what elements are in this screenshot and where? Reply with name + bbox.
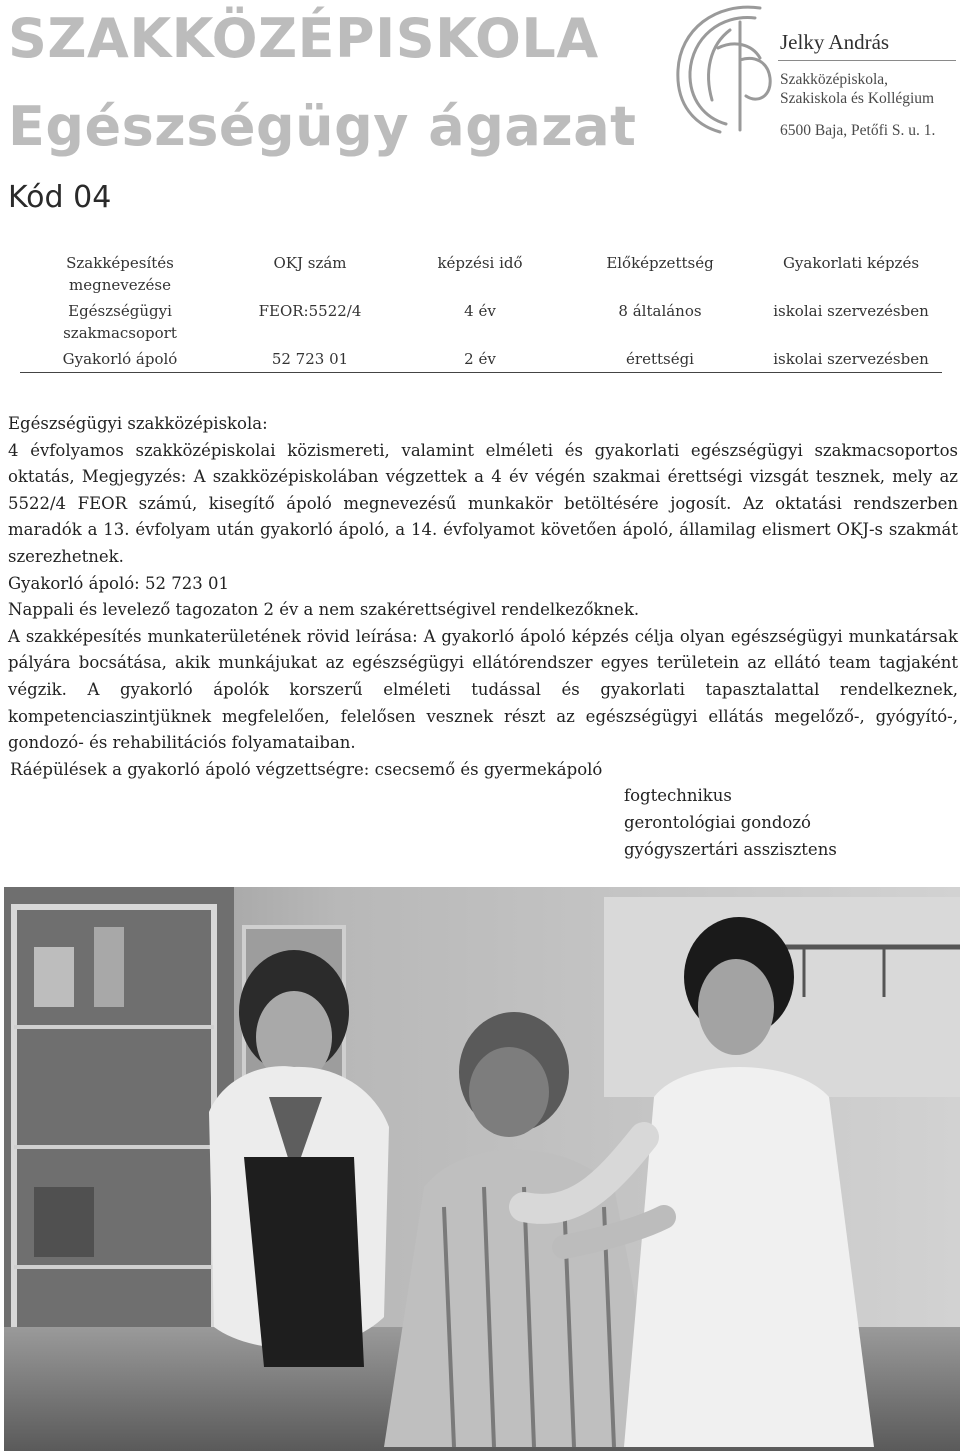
column-header: képzési idő xyxy=(437,254,523,272)
table-cell: 52 723 01 xyxy=(220,346,400,373)
table-cell: iskolai szervezésben xyxy=(773,302,929,320)
table-cell: érettségi xyxy=(560,346,760,373)
follow-up-line: Ráépülések a gyakorló ápoló végzettségre: csecsemő és gyermekápoló xyxy=(10,759,603,779)
qualification-table xyxy=(20,250,942,373)
table-cell: iskolai szervezésben xyxy=(760,346,942,373)
table-header-row xyxy=(20,250,942,298)
school-name: Jelky András xyxy=(780,30,890,54)
paragraph-work-area: A szakképesítés munkaterületének rövid leírása: A gyakorló ápoló képzés célja olyan egészségügyi munkatársak pályára bocsátása, akik munkájukat az egészségügyi ellátórendszer egyes területein az ellátó team tagjaként végzik. A gyakorló ápolók korszerű elméleti tudással és gyakorlati tapasztalattal rendelkeznek, kompetenciaszintjüknek megfelelően, felelősen vesznek részt az egészségügyi ellátás megelőző-, gyógyító-, gondozó- és rehabilitációs folyamataiban. xyxy=(8,626,958,753)
follow-up-item: gerontológiai gondozó xyxy=(624,812,811,832)
school-subtitle xyxy=(780,70,934,108)
school-address: 6500 Baja, Petőfi S. u. 1. xyxy=(780,122,936,139)
training-photo xyxy=(4,887,960,1451)
school-logo-block xyxy=(660,0,960,160)
school-subtitle-line2: Szakiskola és Kollégium xyxy=(780,90,935,107)
column-header: Szakképesítés megnevezése xyxy=(66,254,174,294)
table-cell: 8 általános xyxy=(618,302,702,320)
table-cell: Egészségügyi szakmacsoport xyxy=(63,302,177,342)
table-row xyxy=(20,298,942,346)
okj-line: Gyakorló ápoló: 52 723 01 xyxy=(8,573,229,593)
tagozat-line: Nappali és levelező tagozaton 2 év a nem szakérettségivel rendelkezőknek. xyxy=(8,600,640,620)
paragraph-program: 4 évfolyamos szakközépiskolai közismereti, valamint elméleti és gyakorlati egészségügyi szakmacsoportos oktatás, Megjegyzés: A szakközépiskolában végzettek a 4 év végén szakmai érettségi vizsgát tesznek, mely az 5522/4 FEOR számú, kisegítő ápoló megnevezésű munkakör betöltésére jogosít. Az oktatási rendszerben maradók a 13. évfolyam után gyakorló ápoló, a 14. évfolyamot követően ápoló, államilag elismert OKJ-s szakmát szerezhetnek. xyxy=(8,440,958,566)
table-cell: Gyakorló ápoló xyxy=(20,346,220,373)
table-row xyxy=(20,346,942,373)
page-title-line2: Egészségügy ágazat xyxy=(8,95,637,158)
table-cell: FEOR:5522/4 xyxy=(258,302,362,320)
column-header: OKJ szám xyxy=(273,254,347,272)
description-section xyxy=(8,411,958,863)
school-subtitle-line1: Szakközépiskola, xyxy=(780,71,889,88)
follow-up-item: gyógyszertári asszisztens xyxy=(624,839,837,859)
table-cell: 2 év xyxy=(400,346,560,373)
course-code: Kód 04 xyxy=(8,180,112,215)
column-header: Gyakorlati képzés xyxy=(782,254,920,272)
school-emblem-icon xyxy=(660,0,780,160)
table-cell: 4 év xyxy=(464,302,496,320)
section-heading: Egészségügyi szakközépiskola: xyxy=(8,414,268,433)
page-title-line1: SZAKKÖZÉPISKOLA xyxy=(8,7,599,70)
follow-up-item: fogtechnikus xyxy=(624,786,732,806)
column-header: Előképzettség xyxy=(606,254,714,272)
logo-divider xyxy=(778,60,956,61)
